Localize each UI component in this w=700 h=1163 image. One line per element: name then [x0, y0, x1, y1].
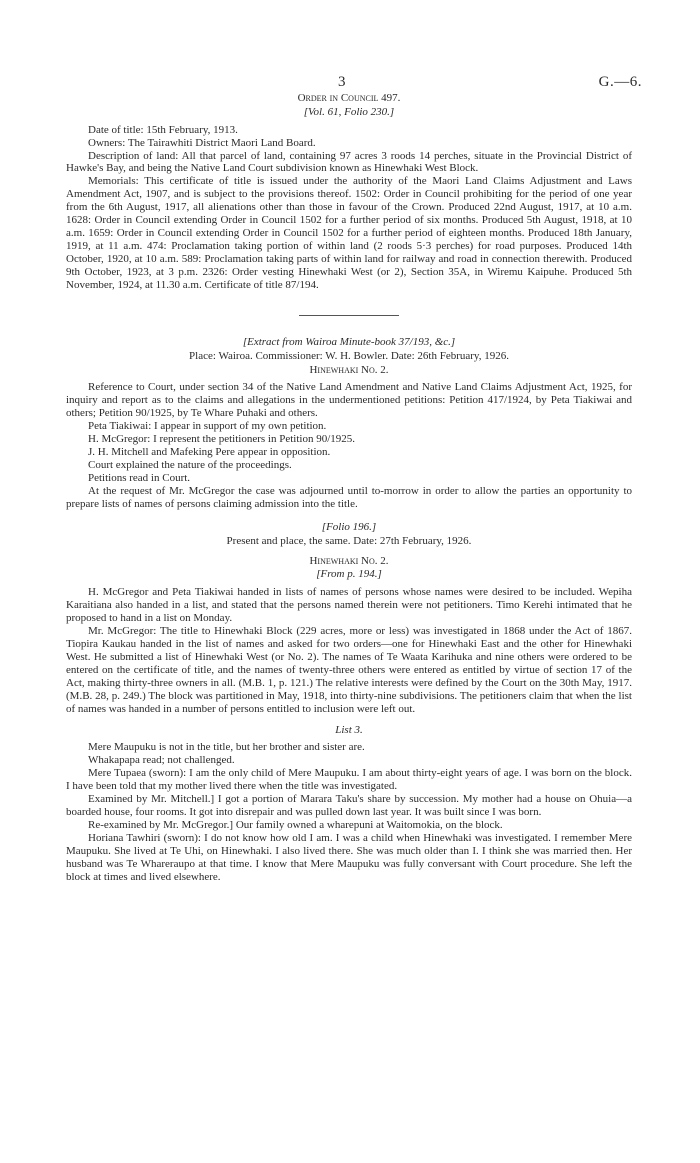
page-header: [66, 0, 642, 92]
order-date-of-title: Date of title: 15th February, 1913.: [88, 123, 238, 136]
order-heading: Order in Council 497.: [297, 92, 401, 104]
extract-reference-paragraph: Reference to Court, under section 34 of the Native Land Amendment and Native Land Claims Adjustment Act, 1925, for inquiry and report as to the claims and allegations in the undermentioned petitions: Petition 417/1924, by Peta Tiakiwai and others; Petition 90/1925, by Te Whare Puhaki and others.: [66, 381, 632, 420]
list-3-mcgregor-reexamination: Re-examined by Mr. McGregor.] Our family owned a wharepuni at Waitomokia, on the block.: [88, 819, 503, 832]
folio-heading: Hinewhaki No. 2.: [309, 554, 389, 567]
extract-place-line: Place: Wairoa. Commissioner: W. H. Bowler. Date: 26th February, 1926.: [189, 349, 509, 362]
extract-adjournment: At the request of Mr. McGregor the case was adjourned until to-morrow in order to allow the parties an opportunity to prepare lists of names of persons claiming admission into the title.: [66, 485, 632, 510]
extract-reference: [Extract from Wairoa Minute-book 37/193, &c.]: [242, 335, 456, 348]
list-3-mitchell-examination: Examined by Mr. Mitchell.] I got a portion of Marara Taku's share by succession. My mother had a house on Ohuia—a boarded house, four rooms. It got into disrepair and was pulled down last year. It was built since I was born.: [66, 793, 632, 819]
folio-lists-paragraph: H. McGregor and Peta Tiakiwai handed in lists of names of persons whose names were desired to be included. Wepiha Karaitiana also handed in a list, and stated that the persons named therein were not petitioners. Timo Kerehi intimated that he proposed to hand in a list on Monday.: [66, 586, 632, 624]
list-3-whakapapa: Whakapapa read; not challenged.: [88, 754, 235, 767]
order-owners: Owners: The Tairawhiti District Maori Land Board.: [88, 136, 316, 149]
folio-from-ref: [From p. 194.]: [316, 568, 382, 581]
extract-court-explained: Court explained the nature of the proceedings.: [88, 459, 292, 472]
extract-statement-opposition: J. H. Mitchell and Mafeking Pere appear in opposition.: [88, 446, 331, 459]
list-3-heading: List 3.: [335, 723, 363, 736]
extract-statement-tiakiwai: Peta Tiakiwai: I appear in support of my own petition.: [88, 420, 327, 433]
extract-statement-mcgregor: H. McGregor: I represent the petitioners in Petition 90/1925.: [88, 433, 355, 446]
section-divider: [299, 315, 399, 316]
folio-reference: [Folio 196.]: [321, 520, 377, 533]
page-number: 3: [338, 74, 346, 90]
series-reference: G.—6.: [598, 74, 642, 90]
order-volume-ref: [Vol. 61, Folio 230.]: [303, 105, 395, 118]
extract-heading: Hinewhaki No. 2.: [309, 363, 389, 376]
list-3-tawhiri-evidence: Horiana Tawhiri (sworn): I do not know how old I am. I was a child when Hinewhaki was investigated. I remember Mere Maupuku. She lived at Te Uhi, on Hinewhaki. I also lived there. She was much older than I. I think she was married then. Her husband was Te Whareraupo at that time. I know that Mere Maupuku was fully conversant with Court procedure. She left the block at times and lived elsewhere.: [66, 832, 632, 883]
list-3-tupaea-evidence: Mere Tupaea (sworn): I am the only child of Mere Maupuku. I am about thirty-eight years of age. I was born on the block. I have been told that my mother lived there when the title was investigated.: [66, 767, 632, 793]
extract-petitions-read: Petitions read in Court.: [88, 472, 191, 485]
folio-mcgregor-statement: Mr. McGregor: The title to Hinewhaki Block (229 acres, more or less) was investigated in 1868 under the Act of 1867. Tiopira Kaukau handed in the list of names and asked for two orders—one for Hinewhaki East and the other for Hinewhaki West. He submitted a list of Hinewhaki West (or No. 2). The names of Te Waata Karihuka and nine others were ordered to be entered on the certificate of title, and the names of twenty-three others were entered as entitled by virtue of section 17 of the Act, making thirty-three owners in all. (M.B. 1, p. 121.) The relative interests were defined by the Court on the 30th May, 1917. (M.B. 28, p. 249.) The block was partitioned in May, 1918, into thirty-nine subdivisions. The petitioners claim that when the list of names was handed in a number of persons entitled to inclusion were left out.: [66, 624, 632, 715]
document-page: [66, 0, 642, 884]
list-3-intro: Mere Maupuku is not in the title, but her brother and sister are.: [88, 741, 365, 754]
order-description: Description of land: All that parcel of land, containing 97 acres 3 roods 14 perches, situate in the Provincial District of Hawke's Bay, and being the Native Land Court subdivision known as Hinewhaki West Block.: [66, 149, 632, 175]
order-memorials: Memorials: This certificate of title is issued under the authority of the Maori Land Claims Adjustment and Laws Amendment Act, 1907, and is subject to the provisions thereof. 1502: Order in Council prohibiting for the period of one year from the 6th August, 1917, all alienations other than those in favour of the Crown. Produced 22nd August, 1917, at 10 a.m. 1628: Order in Council extending Order in Council 1502 for a further period of six months. Produced 5th August, 1918, at 10 a.m. 1659: Order in Council extending Order in Council 1502 for a further period of eighteen months. Produced 18th January, 1919, at 11 a.m. 474: Proclamation taking portion of within land (2 roods 5·3 perches) for road purposes. Produced 14th October, 1920, at 10 a.m. 589: Proclamation taking parts of within land for railway and road in connection therewith. Produced 9th October, 1923, at 3 p.m. 2326: Order vesting Hinewhaki West (or 2), Section 35A, in Wiremu Kaipuhe. Produced 5th November, 1924, at 11.30 a.m. Certificate of title 87/194.: [66, 175, 632, 292]
folio-present-line: Present and place, the same. Date: 27th February, 1926.: [226, 534, 472, 547]
